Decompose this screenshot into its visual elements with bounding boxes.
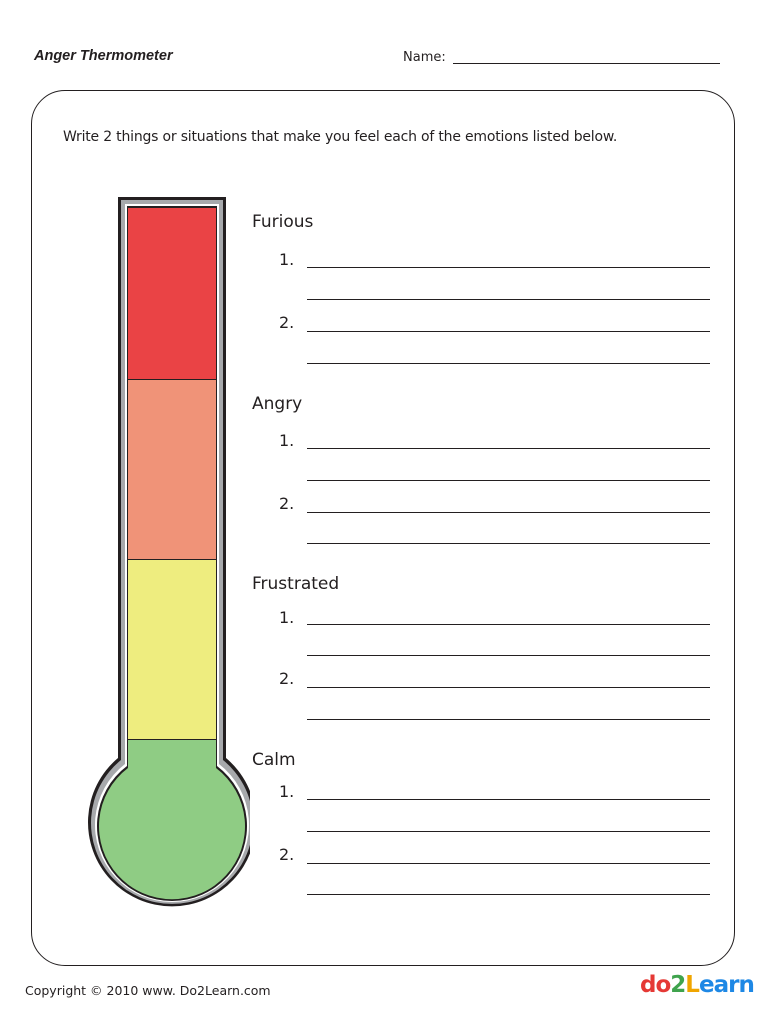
logo-letter: r <box>728 972 739 998</box>
answer-line[interactable] <box>307 448 710 449</box>
name-field[interactable] <box>453 63 720 64</box>
item-number: 2. <box>279 669 295 688</box>
do2learn-logo <box>640 972 754 998</box>
answer-line[interactable] <box>307 512 710 513</box>
logo-letter: 2 <box>670 972 686 998</box>
answer-line[interactable] <box>307 719 710 720</box>
answer-line[interactable] <box>307 363 710 364</box>
item-number: 1. <box>279 608 295 627</box>
answer-line[interactable] <box>307 863 710 864</box>
item-number: 2. <box>279 494 295 513</box>
logo-letter: d <box>640 972 656 998</box>
answer-line[interactable] <box>307 480 710 481</box>
logo-letter: o <box>655 972 671 998</box>
name-label: Name: <box>403 50 446 65</box>
logo-letter: a <box>713 972 729 998</box>
thermometer-graphic <box>80 193 250 923</box>
logo-letter: L <box>685 972 699 998</box>
answer-line[interactable] <box>307 299 710 300</box>
item-number: 1. <box>279 782 295 801</box>
answer-line[interactable] <box>307 267 710 268</box>
answer-line[interactable] <box>307 655 710 656</box>
section-label-furious: Furious <box>252 212 314 232</box>
answer-line[interactable] <box>307 687 710 688</box>
item-number: 2. <box>279 313 295 332</box>
logo-letter: e <box>698 972 714 998</box>
item-number: 1. <box>279 431 295 450</box>
answer-line[interactable] <box>307 831 710 832</box>
worksheet-title: Anger Thermometer <box>34 48 173 64</box>
section-label-frustrated: Frustrated <box>252 574 340 594</box>
angry-zone <box>128 380 216 559</box>
frustrated-zone <box>128 560 216 739</box>
item-number: 1. <box>279 250 295 269</box>
instructions-text: Write 2 things or situations that make you feel each of the emotions listed below. <box>63 129 618 145</box>
answer-line[interactable] <box>307 543 710 544</box>
answer-line[interactable] <box>307 331 710 332</box>
answer-line[interactable] <box>307 624 710 625</box>
section-label-calm: Calm <box>252 750 296 770</box>
copyright-text: Copyright © 2010 www. Do2Learn.com <box>25 983 271 998</box>
item-number: 2. <box>279 845 295 864</box>
logo-letter: n <box>738 972 754 998</box>
answer-line[interactable] <box>307 799 710 800</box>
answer-line[interactable] <box>307 894 710 895</box>
section-label-angry: Angry <box>252 394 303 414</box>
furious-zone <box>128 208 216 379</box>
